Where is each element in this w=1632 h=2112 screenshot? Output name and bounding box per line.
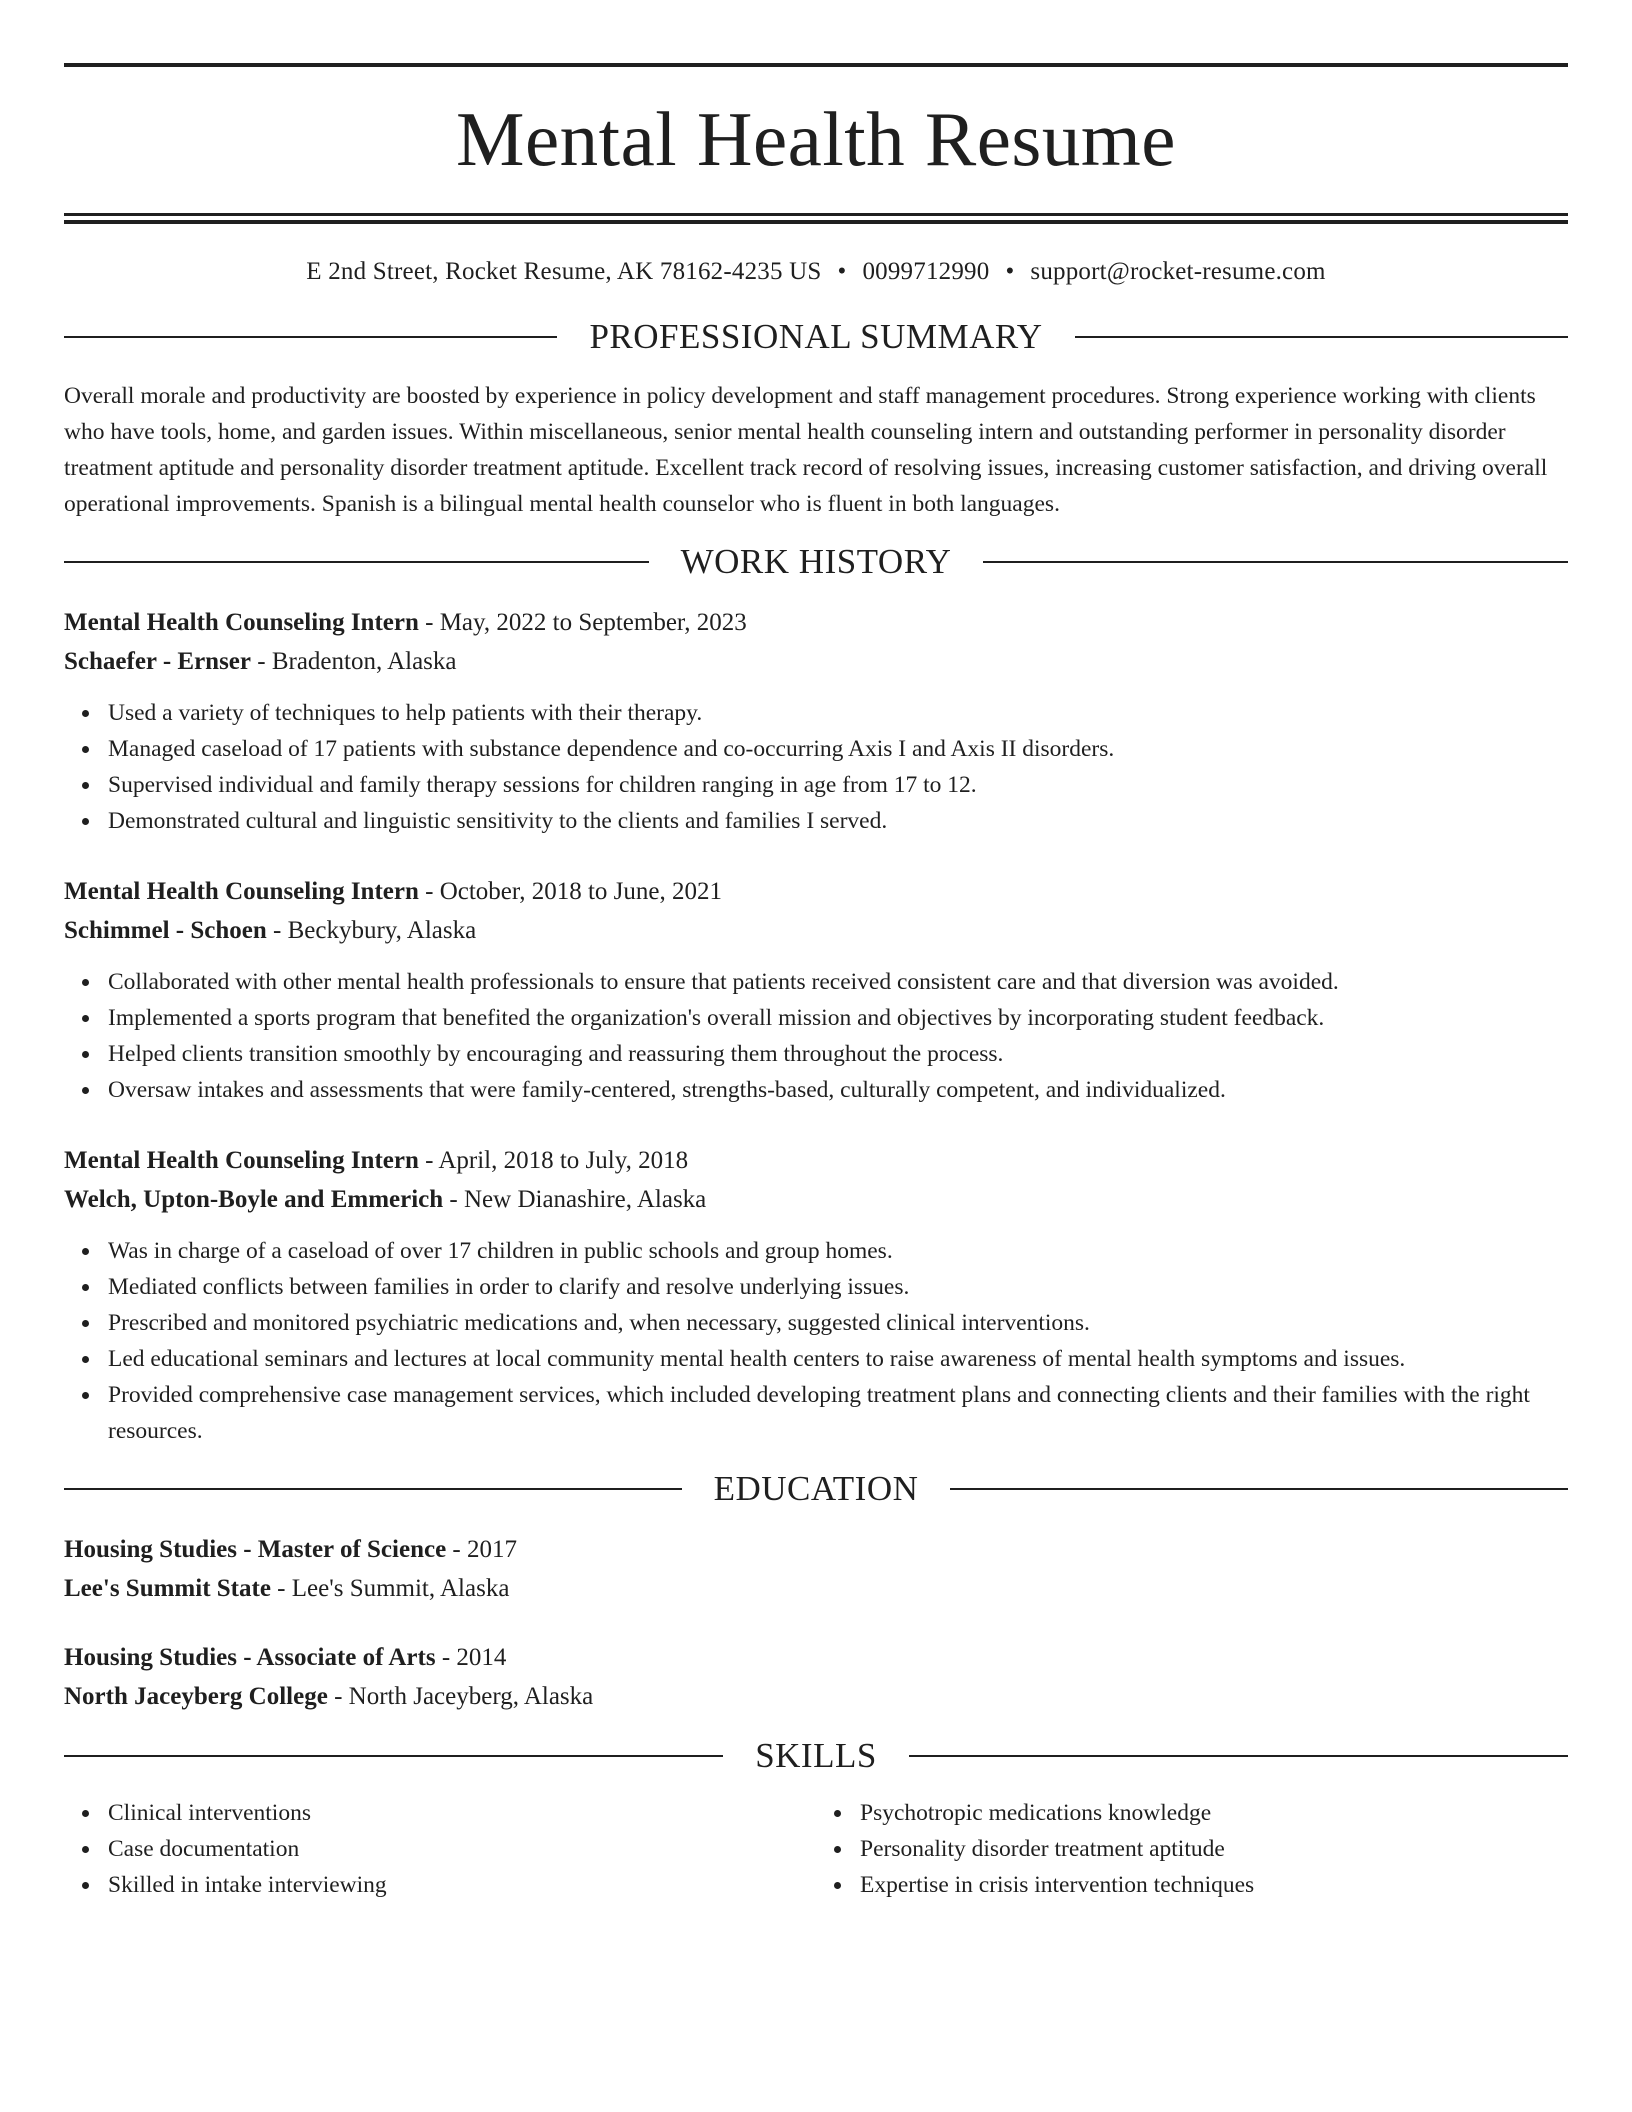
skill-item: Skilled in intake interviewing bbox=[108, 1867, 816, 1903]
heading-rule bbox=[64, 1755, 723, 1757]
heading-rule bbox=[64, 336, 557, 338]
education-location: - Lee's Summit, Alaska bbox=[270, 1575, 510, 1602]
job-title: Mental Health Counseling Intern bbox=[64, 1147, 419, 1174]
skill-item: Personality disorder treatment aptitude bbox=[860, 1831, 1568, 1867]
job-bullet: Managed caseload of 17 patients with substance dependence and co-occurring Axis I and Axis II disorders. bbox=[108, 731, 1568, 767]
skill-item: Clinical interventions bbox=[108, 1795, 816, 1831]
work-section-heading bbox=[64, 544, 1568, 579]
job-location: - Bradenton, Alaska bbox=[251, 648, 457, 675]
job-bullet: Oversaw intakes and assessments that were family-centered, strengths-based, culturally competent, and individualized. bbox=[108, 1072, 1568, 1108]
job-dates: - April, 2018 to July, 2018 bbox=[418, 1147, 689, 1174]
job-title-line bbox=[64, 872, 1568, 911]
job-title-line bbox=[64, 1141, 1568, 1180]
contact-address: E 2nd Street, Rocket Resume, AK 78162-4235 US bbox=[306, 258, 822, 285]
job-bullet: Supervised individual and family therapy sessions for children ranging in age from 17 to 12. bbox=[108, 767, 1568, 803]
job-entry bbox=[64, 603, 1568, 839]
top-rule bbox=[64, 63, 1568, 67]
job-entry bbox=[64, 872, 1568, 1108]
heading-rule bbox=[64, 561, 649, 563]
job-company: Welch, Upton-Boyle and Emmerich bbox=[64, 1186, 444, 1213]
contact-line bbox=[64, 258, 1568, 286]
education-section-heading bbox=[64, 1471, 1568, 1506]
skill-item: Expertise in crisis intervention techniques bbox=[860, 1867, 1568, 1903]
job-location: - Beckybury, Alaska bbox=[266, 917, 477, 944]
education-school-line bbox=[64, 1677, 1568, 1716]
job-bullets bbox=[64, 695, 1568, 839]
job-bullet: Provided comprehensive case management services, which included developing treatment plans and connecting clients and their families with the right resources. bbox=[108, 1377, 1568, 1449]
job-bullet: Was in charge of a caseload of over 17 children in public schools and group homes. bbox=[108, 1233, 1568, 1269]
job-entry bbox=[64, 1141, 1568, 1449]
job-bullet: Collaborated with other mental health professionals to ensure that patients received consistent care and that diversion was avoided. bbox=[108, 964, 1568, 1000]
skill-item: Psychotropic medications knowledge bbox=[860, 1795, 1568, 1831]
job-dates: - May, 2022 to September, 2023 bbox=[418, 609, 747, 636]
job-company-line bbox=[64, 1180, 1568, 1219]
contact-separator: • bbox=[837, 258, 847, 285]
job-title: Mental Health Counseling Intern bbox=[64, 609, 419, 636]
job-company: Schaefer - Ernser bbox=[64, 648, 251, 675]
heading-rule bbox=[1075, 336, 1568, 338]
summary-text: Overall morale and productivity are boosted by experience in policy development and staff management procedures. Strong experience working with clients who have tools, home, and garden issues. Within miscellaneous, senior mental health counseling intern and outstanding performer in personality disorder treatment aptitude and personality disorder treatment aptitude. Excellent track record of resolving issues, increasing customer satisfaction, and driving overall operational improvements. Spanish is a bilingual mental health counselor who is fluent in both languages. bbox=[64, 383, 1548, 517]
education-entry bbox=[64, 1530, 1568, 1608]
contact-phone: 0099712990 bbox=[862, 258, 990, 285]
contact-email: support@rocket-resume.com bbox=[1030, 258, 1326, 285]
heading-rule bbox=[983, 561, 1568, 563]
resume-title: Mental Health Resume bbox=[456, 96, 1176, 182]
education-heading-label: EDUCATION bbox=[713, 1469, 919, 1508]
job-bullet: Implemented a sports program that benefited the organization's overall mission and objectives by incorporating student feedback. bbox=[108, 1000, 1568, 1036]
title-double-rule bbox=[64, 213, 1568, 224]
education-location: - North Jaceyberg, Alaska bbox=[327, 1683, 594, 1710]
education-degree: Housing Studies - Master of Science bbox=[64, 1536, 447, 1563]
heading-rule bbox=[64, 1488, 682, 1490]
job-title: Mental Health Counseling Intern bbox=[64, 878, 419, 905]
skills-right-column bbox=[816, 1795, 1568, 1903]
heading-rule bbox=[909, 1755, 1568, 1757]
job-bullet: Prescribed and monitored psychiatric medications and, when necessary, suggested clinical interventions. bbox=[108, 1305, 1568, 1341]
education-degree-line bbox=[64, 1530, 1568, 1569]
education-school: North Jaceyberg College bbox=[64, 1683, 328, 1710]
education-year: - 2014 bbox=[435, 1644, 507, 1671]
education-entry bbox=[64, 1638, 1568, 1716]
skill-item: Case documentation bbox=[108, 1831, 816, 1867]
job-title-line bbox=[64, 603, 1568, 642]
job-bullets bbox=[64, 1233, 1568, 1449]
education-degree: Housing Studies - Associate of Arts bbox=[64, 1644, 436, 1671]
job-location: - New Dianashire, Alaska bbox=[443, 1186, 707, 1213]
job-bullets bbox=[64, 964, 1568, 1108]
job-bullet: Demonstrated cultural and linguistic sensitivity to the clients and families I served. bbox=[108, 803, 1568, 839]
job-company-line bbox=[64, 642, 1568, 681]
contact-separator: • bbox=[1005, 258, 1015, 285]
job-bullet: Led educational seminars and lectures at local community mental health centers to raise awareness of mental health symptoms and issues. bbox=[108, 1341, 1568, 1377]
skills-heading-label: SKILLS bbox=[755, 1736, 877, 1775]
summary-section-heading bbox=[64, 319, 1568, 354]
job-company-line bbox=[64, 911, 1568, 950]
skills-columns bbox=[64, 1795, 1568, 1903]
work-heading-label: WORK HISTORY bbox=[680, 542, 952, 581]
job-bullet: Used a variety of techniques to help patients with their therapy. bbox=[108, 695, 1568, 731]
skills-section-heading bbox=[64, 1738, 1568, 1773]
job-bullet: Mediated conflicts between families in order to clarify and resolve underlying issues. bbox=[108, 1269, 1568, 1305]
education-school: Lee's Summit State bbox=[64, 1575, 271, 1602]
job-company: Schimmel - Schoen bbox=[64, 917, 267, 944]
job-dates: - October, 2018 to June, 2021 bbox=[418, 878, 722, 905]
education-year: - 2017 bbox=[446, 1536, 517, 1563]
summary-heading-label: PROFESSIONAL SUMMARY bbox=[589, 317, 1043, 356]
skills-left-column bbox=[64, 1795, 816, 1903]
education-degree-line bbox=[64, 1638, 1568, 1677]
heading-rule bbox=[950, 1488, 1568, 1490]
education-school-line bbox=[64, 1569, 1568, 1608]
job-bullet: Helped clients transition smoothly by encouraging and reassuring them throughout the process. bbox=[108, 1036, 1568, 1072]
